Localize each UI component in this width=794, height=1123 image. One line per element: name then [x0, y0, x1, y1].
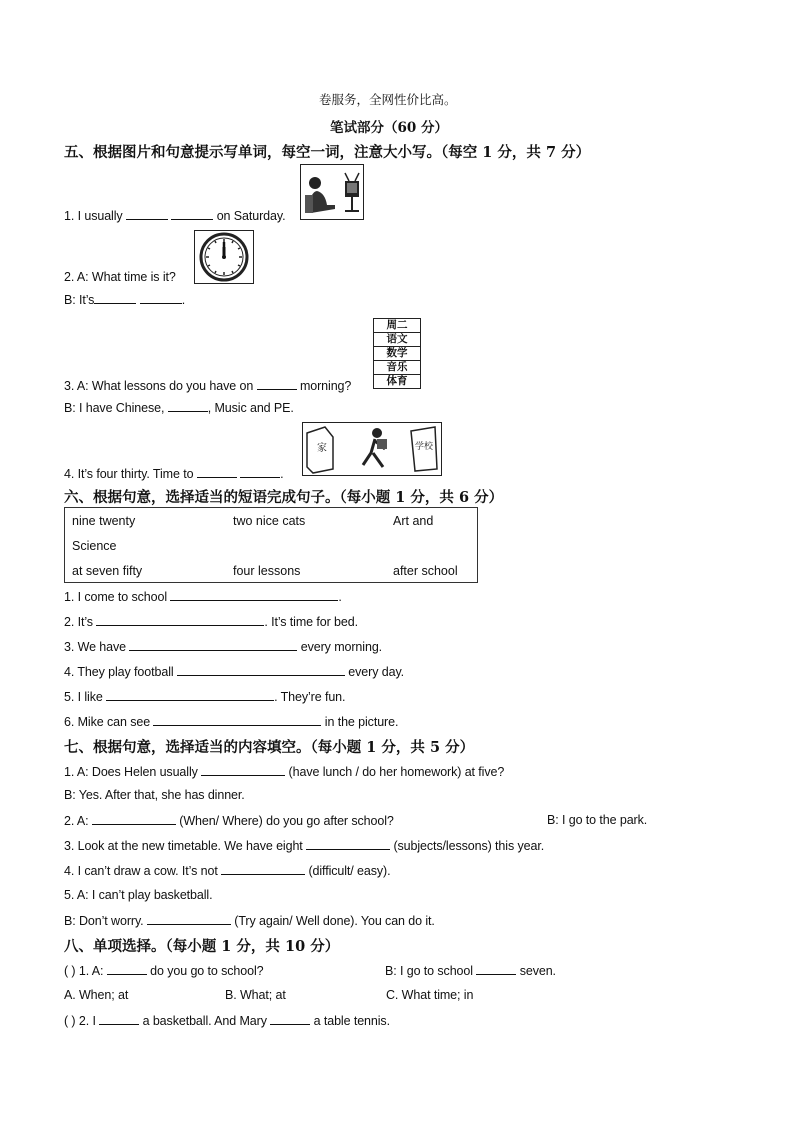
answer-blank[interactable] — [197, 466, 237, 478]
s8-q1 — [64, 963, 264, 978]
watch-tv-picture — [300, 164, 364, 220]
watch-tv-icon — [301, 165, 363, 219]
answer-blank[interactable] — [126, 208, 168, 220]
s5-q3-line2 — [64, 400, 294, 415]
answer-blank[interactable] — [107, 963, 147, 975]
s6-q6-b: in the picture. — [324, 715, 399, 729]
answer-blank[interactable] — [140, 292, 182, 304]
s7-q2-b: (When/ Where) do you go after school? — [179, 814, 394, 828]
s6-q5 — [64, 689, 345, 704]
word-option: Science — [72, 539, 117, 553]
s7-q1b: B: Yes. After that, she has dinner. — [64, 788, 245, 802]
answer-blank[interactable] — [257, 378, 297, 390]
word-option: Art and — [393, 514, 434, 528]
s7-q3-a: 3. Look at the new timetable. We have eight — [64, 839, 303, 853]
clock-icon — [195, 231, 253, 283]
s5-q4: 4. It’s four thirty. Time to . — [64, 467, 284, 481]
word-option: nine twenty — [72, 514, 136, 528]
answer-blank[interactable] — [92, 813, 176, 825]
s8-q2-c: a table tennis. — [313, 1014, 390, 1028]
answer-paren[interactable]: ( ) — [64, 964, 76, 978]
s7-q4-b: (difficult/ easy). — [308, 864, 391, 878]
word-option: four lessons — [233, 564, 301, 578]
s5-q3-line2-a: B: I have Chinese, — [64, 401, 165, 415]
answer-blank[interactable] — [153, 714, 321, 726]
answer-blank[interactable] — [106, 689, 274, 701]
s8-q2-b: a basketball. And Mary — [142, 1014, 267, 1028]
s8-q1-b: do you go to school? — [150, 964, 264, 978]
answer-blank[interactable] — [147, 913, 231, 925]
s6-q1 — [64, 589, 342, 604]
s5-q2-line1: 2. A: What time is it? — [64, 270, 176, 284]
answer-blank[interactable] — [94, 292, 136, 304]
section7-title: 七、根据句意，选择适当的内容填空。（每小题 1 分，共 5 分） — [64, 739, 475, 756]
word-option: at seven fifty — [72, 564, 143, 578]
timetable-cell: 周二 — [373, 318, 421, 333]
s5-q4-text: 4. It’s four thirty. Time to — [64, 467, 194, 481]
answer-blank[interactable] — [170, 589, 338, 601]
s6-q5-b: . They’re fun. — [274, 690, 346, 704]
s8-q2-a: 2. I — [78, 1014, 96, 1028]
s7-q2 — [64, 813, 394, 828]
s6-q3 — [64, 639, 382, 654]
timetable-cell: 音乐 — [373, 360, 421, 375]
answer-blank[interactable] — [177, 664, 345, 676]
s7-q3-b: (subjects/lessons) this year. — [393, 839, 545, 853]
s8-q2 — [64, 1013, 390, 1028]
s5-q3-text-a: 3. A: What lessons do you have on — [64, 379, 254, 393]
s7-q3 — [64, 838, 544, 853]
s7-q1-b: (have lunch / do her homework) at five? — [288, 765, 505, 779]
s6-q1-a: 1. I come to school — [64, 590, 168, 604]
s6-q4-b: every day. — [348, 665, 405, 679]
s7-q1-a: 1. A: Does Helen usually — [64, 765, 198, 779]
s5-q3-text-b: morning? — [299, 379, 352, 393]
answer-paren[interactable]: ( ) — [64, 1014, 76, 1028]
answer-blank[interactable] — [96, 614, 264, 626]
go-to-school-picture — [302, 422, 442, 476]
s7-q4-a: 4. I can’t draw a cow. It’s not — [64, 864, 218, 878]
s6-q6 — [64, 714, 398, 729]
s8-q1-option-c: C. What time; in — [386, 988, 474, 1002]
s6-q1-b: . — [338, 590, 342, 604]
s6-q4-a: 4. They play football — [64, 665, 174, 679]
s5-q3-line2-b: , Music and PE. — [207, 401, 294, 415]
word-option: two nice cats — [233, 514, 306, 528]
s5-q2-line2: B: It’s . — [64, 293, 186, 307]
answer-blank[interactable] — [129, 639, 297, 651]
s5-q1 — [64, 208, 285, 223]
word-box — [64, 507, 478, 583]
s7-q2-a: 2. A: — [64, 814, 89, 828]
s7-q5b-a: B: Don’t worry. — [64, 914, 144, 928]
s7-q5: 5. A: I can’t play basketball. — [64, 888, 213, 902]
answer-blank[interactable] — [201, 764, 285, 776]
s7-q1 — [64, 764, 504, 779]
s8-q1-d: seven. — [519, 964, 556, 978]
answer-blank[interactable] — [99, 1013, 139, 1025]
answer-blank[interactable] — [240, 466, 280, 478]
answer-blank[interactable] — [171, 208, 213, 220]
section6-title: 六、根据句意，选择适当的短语完成句子。（每小题 1 分，共 6 分） — [64, 489, 504, 506]
written-part-title: 笔试部分（60 分） — [330, 120, 448, 136]
school-chars: 学校 — [415, 442, 434, 452]
s5-q3-line1 — [64, 378, 351, 393]
s8-q1-a: 1. A: — [78, 964, 104, 978]
s6-q6-a: 6. Mike can see — [64, 715, 151, 729]
section8-title: 八、单项选择。（每小题 1 分，共 10 分） — [64, 938, 340, 955]
timetable-cell: 体育 — [373, 374, 421, 389]
word-option: after school — [393, 564, 458, 578]
s6-q3-a: 3. We have — [64, 640, 127, 654]
s6-q2-b: . It’s time for bed. — [264, 615, 358, 629]
section5-title: 五、根据图片和句意提示写单词，每空一词，注意大小写。（每空 1 分，共 7 分） — [64, 144, 591, 161]
clock-picture — [194, 230, 254, 284]
s5-q1-text-a: 1. I usually — [64, 209, 123, 223]
answer-blank[interactable] — [270, 1013, 310, 1025]
s8-q1-c: B: I go to school — [385, 964, 473, 978]
s6-q3-b: every morning. — [300, 640, 383, 654]
answer-blank[interactable] — [306, 838, 390, 850]
answer-blank[interactable] — [221, 863, 305, 875]
s6-q2-a: 2. It’s — [64, 615, 93, 629]
timetable-picture — [370, 316, 422, 388]
timetable-cell: 数学 — [373, 346, 421, 361]
s6-q4 — [64, 664, 404, 679]
s6-q5-a: 5. I like — [64, 690, 103, 704]
s8-q1-option-b: B. What; at — [225, 988, 286, 1002]
s6-q2 — [64, 614, 358, 629]
s8-q1-option-a: A. When; at — [64, 988, 129, 1002]
s7-q2-c: B: I go to the park. — [547, 813, 648, 827]
go-to-school-icon — [303, 423, 441, 475]
s5-q2-line2-text: B: It’s — [64, 293, 95, 307]
s5-q1-text-b: on Saturday. — [216, 209, 286, 223]
answer-blank[interactable] — [168, 400, 208, 412]
s7-q4 — [64, 863, 390, 878]
s7-q5b-b: (Try again/ Well done). You can do it. — [234, 914, 435, 928]
header-note: 卷服务，全网性价比高。 — [319, 92, 457, 107]
answer-blank[interactable] — [476, 963, 516, 975]
timetable-cell: 语文 — [373, 332, 421, 347]
home-char: 家 — [317, 443, 327, 454]
s7-q5b — [64, 913, 435, 928]
s8-q1-reply — [385, 963, 556, 978]
